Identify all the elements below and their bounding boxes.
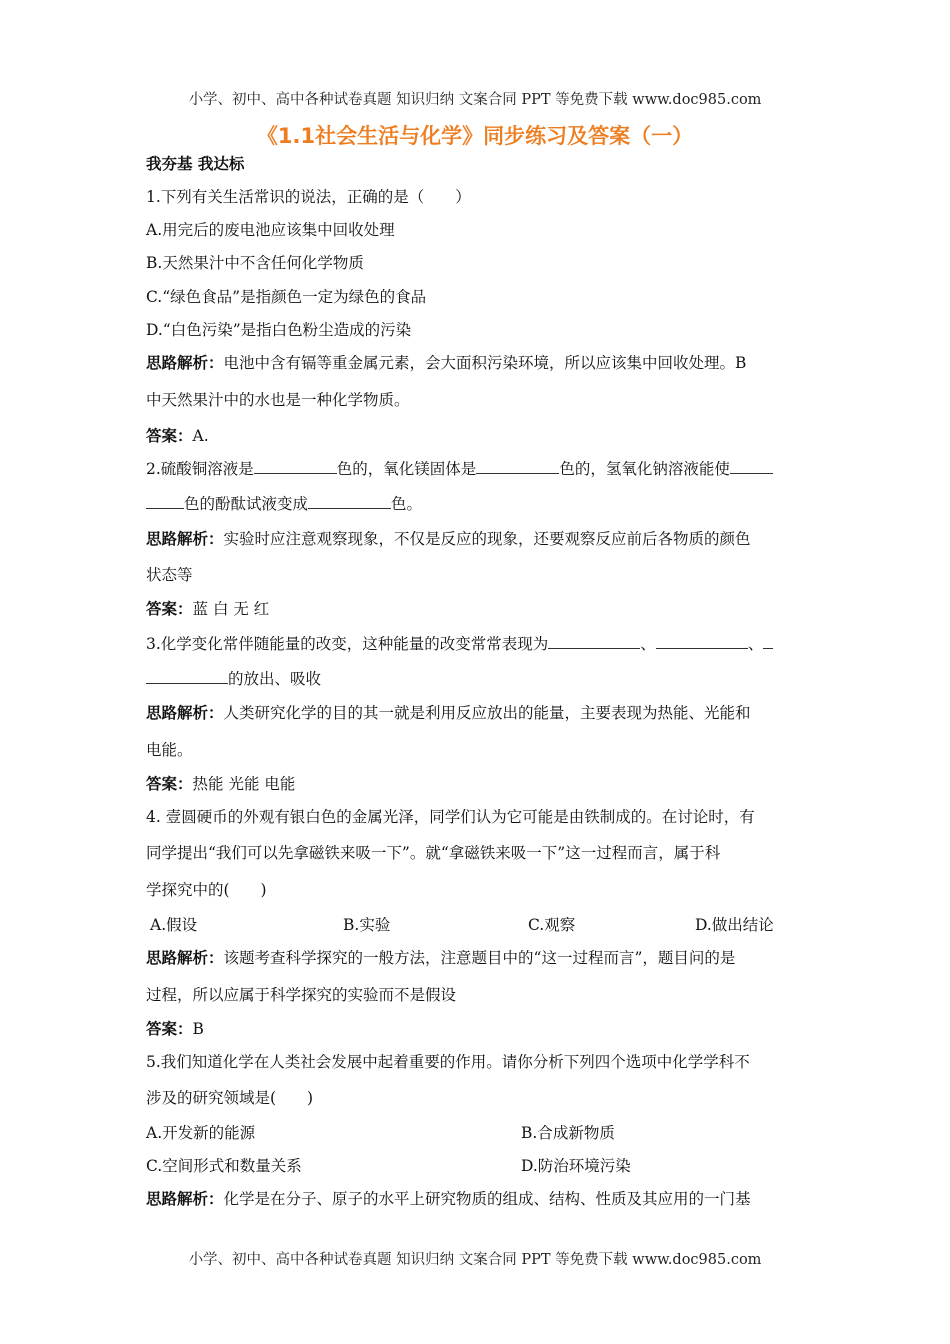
q1-stem: 1.下列有关生活常识的说法，正确的是（ ） <box>146 188 471 206</box>
q1-analysis <box>146 351 746 373</box>
q2-blank-4[interactable] <box>308 494 391 509</box>
q5-analysis <box>146 1187 751 1209</box>
q3-blank-3-cont[interactable] <box>146 669 228 684</box>
q3-analysis-text: 人类研究化学的目的其一就是利用反应放出的能量，主要表现为热能、光能和 <box>223 704 751 722</box>
q2-analysis-cont: 状态等 <box>146 566 193 584</box>
q2-blank-3[interactable] <box>730 459 773 474</box>
q2-text: 色的，氧化镁固体是 <box>336 460 477 478</box>
q5-option-b: B.合成新物质 <box>521 1124 615 1142</box>
q2-blank-1[interactable] <box>254 459 337 474</box>
q2-answer <box>146 597 269 619</box>
q3-stem-line2 <box>146 667 321 689</box>
q3-text: 的放出、吸收 <box>228 670 322 688</box>
page-header: 小学、初中、高中各种试卷真题 知识归纳 文案合同 PPT 等免费下载 www.doc985.com <box>188 92 762 108</box>
q1-analysis-text: 电池中含有镉等重金属元素，会大面积污染环境，所以应该集中回收处理。B <box>223 354 747 372</box>
q4-option-d: D.做出结论 <box>695 916 774 934</box>
q5-analysis-text: 化学是在分子、原子的水平上研究物质的组成、结构、性质及其应用的一门基 <box>223 1190 751 1208</box>
analysis-label: 思路解析： <box>146 949 224 967</box>
q5-stem-line2: 涉及的研究领域是( ) <box>146 1089 314 1107</box>
q4-option-a: A.假设 <box>150 916 198 934</box>
q2-text: 2.硫酸铜溶液是 <box>146 460 254 478</box>
q4-stem-line2: 同学提出“我们可以先拿磁铁来吸一下”。就“拿磁铁来吸一下”这一过程而言，属于科 <box>146 844 721 862</box>
q3-stem-line1 <box>146 632 773 654</box>
q3-text: 3.化学变化常伴随能量的改变，这种能量的改变常常表现为 <box>146 635 549 653</box>
q3-blank-2[interactable] <box>656 634 748 649</box>
q1-option-a: A.用完后的废电池应该集中回收处理 <box>146 221 395 239</box>
section-heading: 我夯基 我达标 <box>146 155 245 173</box>
q3-answer-value: 热能 光能 电能 <box>192 775 296 793</box>
q1-option-b: B.天然果汁中不含任何化学物质 <box>146 254 364 272</box>
answer-label: 答案： <box>146 427 193 445</box>
q3-blank-1[interactable] <box>548 634 640 649</box>
q2-blank-2[interactable] <box>476 459 559 474</box>
q2-stem-line1 <box>146 457 773 479</box>
q1-answer-value: A. <box>192 427 209 445</box>
q4-stem-line1: 4. 壹圆硬币的外观有银白色的金属光泽，同学们认为它可能是由铁制成的。在讨论时，有 <box>146 808 755 826</box>
analysis-label: 思路解析： <box>146 704 224 722</box>
q5-option-a: A.开发新的能源 <box>146 1124 256 1142</box>
analysis-label: 思路解析： <box>146 1190 224 1208</box>
q4-analysis-cont: 过程，所以应属于科学探究的实验而不是假设 <box>146 986 457 1004</box>
q4-answer-value: B <box>192 1020 204 1038</box>
q5-stem-line1: 5.我们知道化学在人类社会发展中起着重要的作用。请你分析下列四个选项中化学学科不 <box>146 1053 750 1071</box>
q1-option-d: D.“白色污染”是指白色粉尘造成的污染 <box>146 321 412 339</box>
q1-analysis-cont: 中天然果汁中的水也是一种化学物质。 <box>146 391 410 409</box>
q4-option-c: C.观察 <box>528 916 576 934</box>
q4-stem-line3: 学探究中的( ) <box>146 881 267 899</box>
q2-text: 色。 <box>391 495 423 513</box>
q4-answer <box>146 1017 204 1039</box>
q3-analysis-cont: 电能。 <box>146 741 193 759</box>
q4-analysis <box>146 946 735 968</box>
q3-sep: 、 <box>640 635 656 653</box>
q2-answer-value: 蓝 白 无 红 <box>192 600 270 618</box>
q2-blank-3-cont[interactable] <box>146 494 184 509</box>
q2-analysis-text: 实验时应注意观察现象，不仅是反应的现象，还要观察反应前后各物质的颜色 <box>223 530 751 548</box>
q2-stem-line2 <box>146 492 422 514</box>
answer-label: 答案： <box>146 1020 193 1038</box>
q3-blank-3[interactable] <box>763 634 773 649</box>
answer-label: 答案： <box>146 600 193 618</box>
q3-sep: 、 <box>747 635 764 653</box>
q3-answer <box>146 772 295 794</box>
q5-option-d: D.防治环境污染 <box>521 1157 631 1175</box>
page-footer: 小学、初中、高中各种试卷真题 知识归纳 文案合同 PPT 等免费下载 www.doc985.com <box>188 1252 762 1268</box>
q4-analysis-text: 该题考查科学探究的一般方法，注意题目中的“这一过程而言”，题目问的是 <box>223 949 736 967</box>
q1-option-c: C.“绿色食品”是指颜色一定为绿色的食品 <box>146 288 427 306</box>
q5-option-c: C.空间形式和数量关系 <box>146 1157 302 1175</box>
q2-text: 色的，氢氧化钠溶液能使 <box>559 460 730 478</box>
q2-text: 色的酚酞试液变成 <box>184 495 309 513</box>
analysis-label: 思路解析： <box>146 530 224 548</box>
q4-option-b: B.实验 <box>343 916 391 934</box>
q1-answer <box>146 424 209 446</box>
q2-analysis <box>146 527 751 549</box>
analysis-label: 思路解析： <box>146 354 224 372</box>
page-title: 《1.1社会生活与化学》同步练习及答案（一） <box>256 124 694 148</box>
answer-label: 答案： <box>146 775 193 793</box>
q3-analysis <box>146 701 751 723</box>
